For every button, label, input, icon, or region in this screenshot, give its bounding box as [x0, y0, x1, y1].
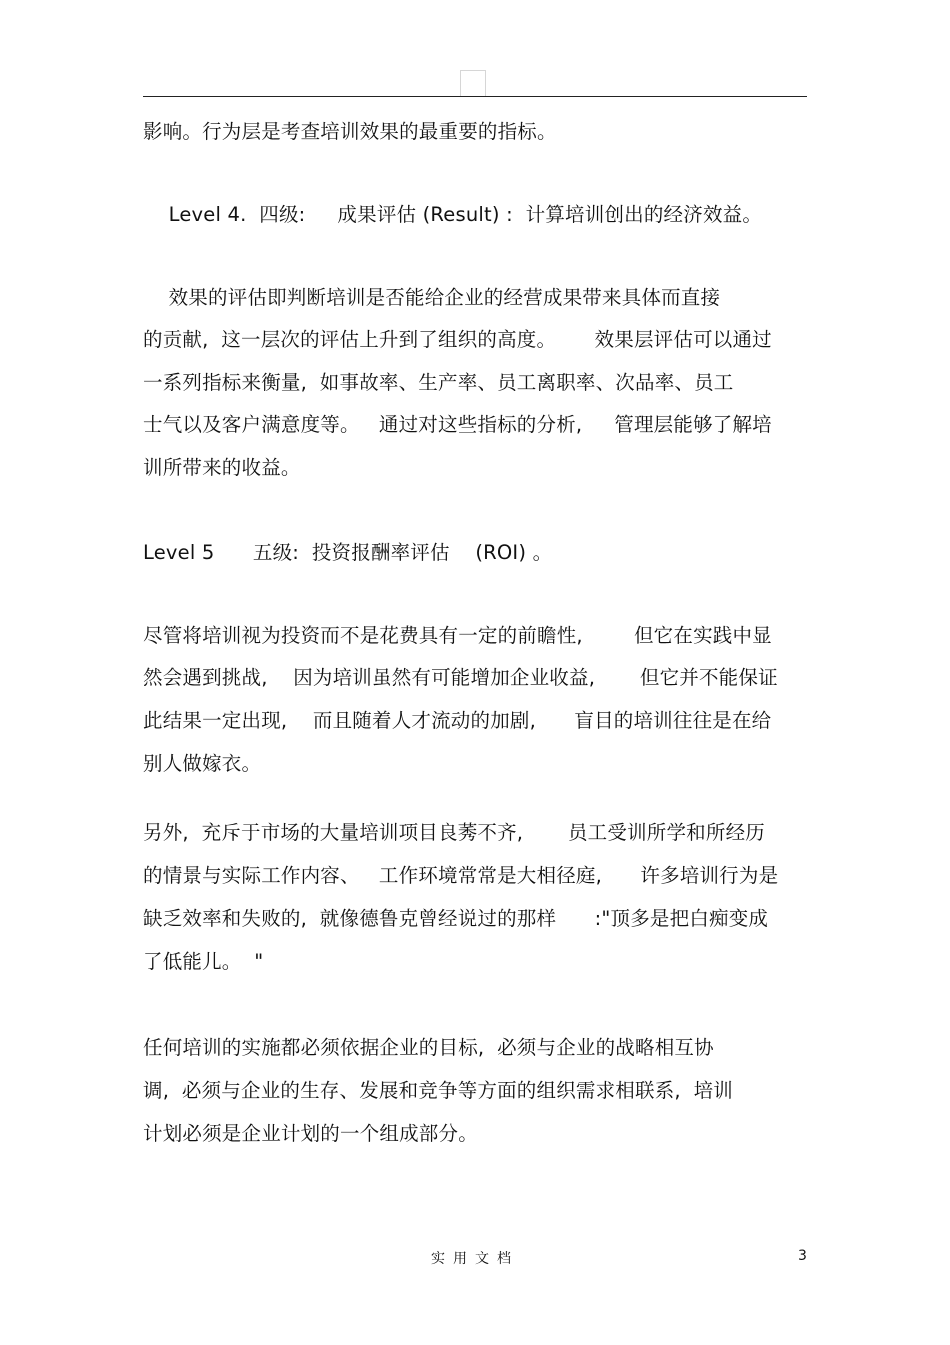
- paragraph-line: 然会遇到挑战, 因为培训虽然有可能增加企业收益, 但它并不能保证: [143, 666, 778, 689]
- paragraph-line: 任何培训的实施都必须依据企业的目标, 必须与企业的战略相互协: [143, 1036, 714, 1059]
- page-number: 3: [798, 1248, 807, 1264]
- header-rule: [143, 96, 807, 97]
- paragraph-line: 计划必须是企业计划的一个组成部分。: [143, 1122, 478, 1145]
- paragraph-line: 此结果一定出现, 而且随着人才流动的加剧, 盲目的培训往往是在给: [143, 709, 772, 732]
- paragraph-line: 一系列指标来衡量, 如事故率、生产率、员工离职率、次品率、员工: [143, 371, 734, 394]
- header-mark: [460, 70, 486, 96]
- paragraph-line: 效果的评估即判断培训是否能给企业的经营成果带来具体而直接: [143, 286, 721, 309]
- paragraph-line: 士气以及客户满意度等。 通过对这些指标的分析, 管理层能够了解培: [143, 413, 772, 436]
- paragraph-line: 别人做嫁衣。: [143, 752, 262, 775]
- paragraph-line: 另外, 充斥于市场的大量培训项目良莠不齐, 员工受训所学和所经历: [143, 821, 765, 844]
- paragraph-line: 尽管将培训视为投资而不是花费具有一定的前瞻性, 但它在实践中显: [143, 624, 772, 647]
- paragraph-line: Level 4. 四级: 成果评估 (Result) : 计算培训创出的经济效益。: [143, 203, 763, 226]
- paragraph-line: Level 5 五级: 投资报酬率评估 (ROI) 。: [143, 541, 553, 564]
- paragraph-line: 缺乏效率和失败的, 就像德鲁克曾经说过的那样 :"顶多是把白痴变成: [143, 907, 769, 930]
- paragraph-line: 了低能儿。 ": [143, 950, 264, 973]
- paragraph-line: 训所带来的收益。: [143, 456, 301, 479]
- footer-label: 实用文档: [431, 1251, 519, 1267]
- paragraph-line: 影响。行为层是考查培训效果的最重要的指标。: [143, 120, 557, 143]
- paragraph-line: 调, 必须与企业的生存、发展和竞争等方面的组织需求相联系, 培训: [143, 1079, 733, 1102]
- paragraph-line: 的贡献, 这一层次的评估上升到了组织的高度。 效果层评估可以通过: [143, 328, 772, 351]
- paragraph-line: 的情景与实际工作内容、 工作环境常常是大相径庭, 许多培训行为是: [143, 864, 779, 887]
